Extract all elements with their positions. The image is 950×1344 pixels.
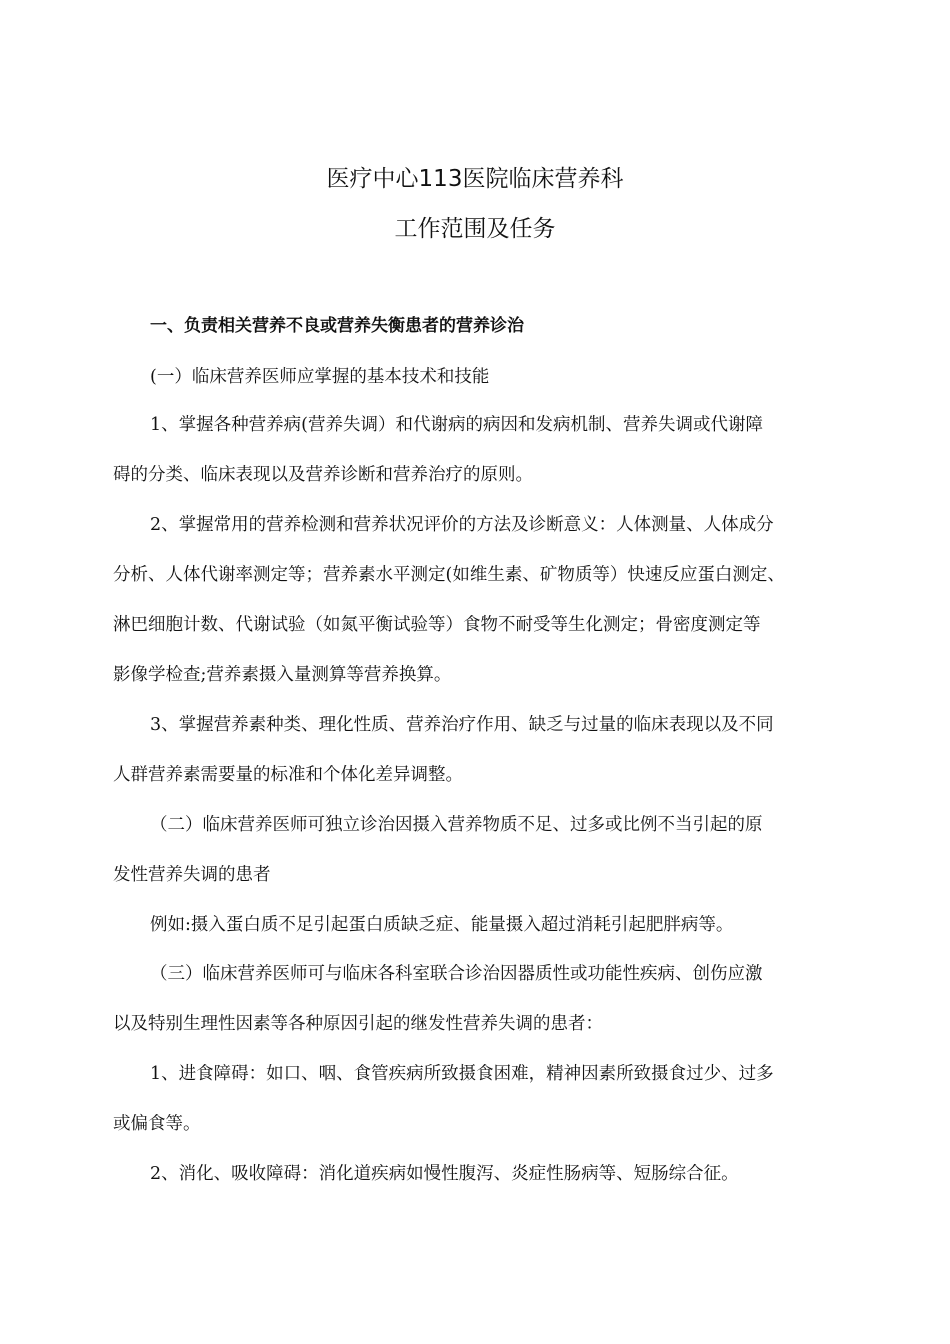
paragraph-line: 3、掌握营养素种类、理化性质、营养治疗作用、缺乏与过量的临床表现以及不同: [150, 715, 774, 735]
paragraph-line: 2、消化、吸收障碍：消化道疾病如慢性腹泻、炎症性肠病等、短肠综合征。: [150, 1164, 739, 1184]
paragraph-line: 发性营养失调的患者: [113, 865, 271, 885]
paragraph-line: 1、进食障碍：如口、咽、食管疾病所致摄食困难，精神因素所致摄食过少、过多: [150, 1064, 774, 1084]
subsection-heading: (一）临床营养医师应掌握的基本技术和技能: [150, 367, 490, 387]
paragraph-line: 1、掌握各种营养病(营养失调）和代谢病的病因和发病机制、营养失调或代谢障: [150, 415, 763, 435]
example-line: 例如:摄入蛋白质不足引起蛋白质缺乏症、能量摄入超过消耗引起肥胖病等。: [150, 915, 734, 935]
subsection-heading: （三）临床营养医师可与临床各科室联合诊治因器质性或功能性疾病、创伤应激: [150, 964, 763, 984]
paragraph-line: 分析、人体代谢率测定等；营养素水平测定(如维生素、矿物质等）快速反应蛋白测定、: [113, 565, 785, 585]
paragraph-line: 人群营养素需要量的标准和个体化差异调整。: [113, 765, 463, 785]
paragraph-line: 影像学检查;营养素摄入量测算等营养换算。: [113, 665, 452, 685]
paragraph-line: 或偏食等。: [113, 1114, 201, 1134]
paragraph-line: 碍的分类、临床表现以及营养诊断和营养治疗的原则。: [113, 465, 533, 485]
document-subtitle: 工作范围及任务: [394, 216, 556, 242]
paragraph-line: 2、掌握常用的营养检测和营养状况评价的方法及诊断意义：人体测量、人体成分: [150, 515, 774, 535]
section-heading: 一、负责相关营养不良或营养失衡患者的营养诊治: [150, 316, 524, 336]
paragraph-line: 淋巴细胞计数、代谢试验（如氮平衡试验等）食物不耐受等生化测定；骨密度测定等: [113, 615, 761, 635]
paragraph-line: 以及特别生理性因素等各种原因引起的继发性营养失调的患者：: [113, 1014, 603, 1034]
document-title: 医疗中心113医院临床营养科: [326, 166, 624, 192]
subsection-heading: （二）临床营养医师可独立诊治因摄入营养物质不足、过多或比例不当引起的原: [150, 815, 763, 835]
